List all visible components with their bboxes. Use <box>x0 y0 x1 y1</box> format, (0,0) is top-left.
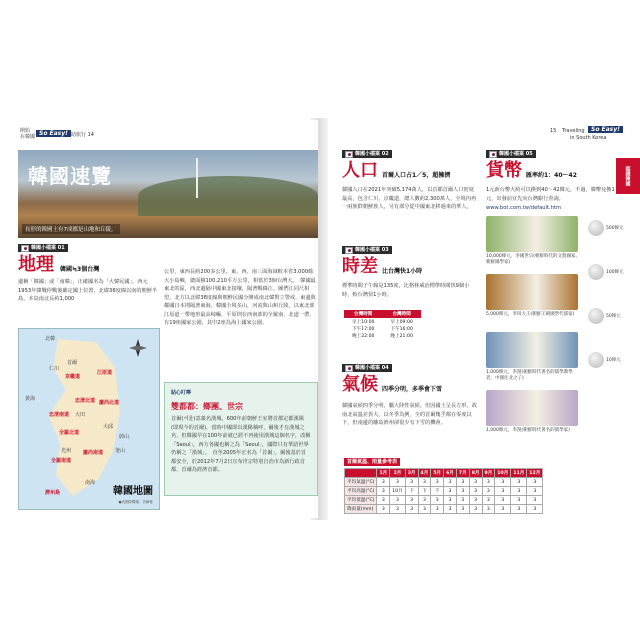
tip03-heading: 時差 <box>342 256 378 277</box>
tip02-heading: 人口 <box>342 160 378 181</box>
map-label-busan: 釜山 <box>115 448 126 454</box>
map-label-daejeon: 大田 <box>75 412 86 418</box>
climate-month-header: 2月 <box>390 469 405 478</box>
climate-cell: 3 <box>527 478 543 487</box>
tip-box-lead: 貼心叮嚀 <box>171 390 192 396</box>
tip-box-title: 雙都都：鄉團、世宗 <box>171 402 243 411</box>
korea-flag-icon <box>489 151 497 158</box>
climate-cell: 10月 <box>390 487 405 496</box>
map-label-chungnam: 忠清南道 <box>49 412 70 418</box>
climate-cell: 下 <box>418 487 431 496</box>
climate-cell: 3 <box>405 496 418 505</box>
climate-cell: 3 <box>377 478 390 487</box>
time-cell: 下午17:00 <box>352 326 375 332</box>
tip-box <box>164 382 318 496</box>
map-label-yellow-sea: 黃海 <box>25 396 36 402</box>
tip-box-body: 首爾(서울)意義名漢城，600年前朝鮮王室將首都定都漢陽(即現今的首爾)，當時中國即以漢陽稱呼，爾後才有漢城之名，但韓國早在100年前就已經不再使用漢城這個名字，改稱「Seoul」，西方各國也稱之為「Seoul」，國際只有華語世界仍稱之「漢城」。 直至2005年正名為「首爾」，爾後基於首都安全，於2012年7月2日宣布世宗特別自治市為新行政首都，首爾為經濟首都。 <box>171 416 311 473</box>
climate-cell: 3 <box>527 496 543 505</box>
tip04-subheading: 四季分明，多季會下雪 <box>382 386 443 393</box>
climate-cell: 3 <box>418 496 431 505</box>
tip05-text: 1元新台幣大約可以換到40～42韓元，不過，韓幣兌換1元，出發前宜先向台灣銀行查詢。 <box>486 187 615 202</box>
map-label-jeju: 濟州島 <box>45 490 61 496</box>
tip05-label: 韓國小檔案 05 <box>486 150 536 158</box>
climate-month-header: 6月 <box>444 469 457 478</box>
climate-cell: 3 <box>495 496 511 505</box>
banknote-image <box>486 390 578 426</box>
coin-image <box>588 220 604 236</box>
climate-cell: 下 <box>431 487 444 496</box>
korea-flag-icon <box>345 365 353 372</box>
header-start: 開始 <box>20 128 31 134</box>
climate-month-header: 12月 <box>527 469 543 478</box>
banknote-caption: 1,000韓元，李滉(朝鮮時代著名的儒學家) <box>486 428 570 433</box>
banknote-image <box>486 216 578 252</box>
tip04-text: 韓國氣候四季分明，屬大陸性氣候，但因國土呈長方形，故南北氣溫差異大，以冬季為例，全的首爾幾乎都在零度以下，但南邊的離島濟州卻很少有下雪的機會。 <box>342 403 477 426</box>
map-title: 韓國地圖 <box>113 486 153 497</box>
climate-cell: 3 <box>495 478 511 487</box>
climate-month-header: 5月 <box>431 469 444 478</box>
climate-month-header: 11月 <box>511 469 527 478</box>
climate-row-label: 平均氣溫(°C) <box>345 478 377 487</box>
climate-cell: 3 <box>390 478 405 487</box>
time-table <box>344 310 421 339</box>
header-page-num: 15 <box>550 128 557 134</box>
tip04-heading: 氣候 <box>342 374 378 395</box>
climate-cell: 3 <box>511 505 527 514</box>
banknote-caption: 1,000韓元，李滉(朝鮮時代著名的儒學教學者，中國往北之子) <box>486 370 573 381</box>
map-label-jeonbuk: 全羅北道 <box>59 430 80 436</box>
climate-month-header: 8月 <box>469 469 482 478</box>
header-in-korea: 在韓國 <box>20 134 36 140</box>
coin-image <box>588 308 604 324</box>
tip03-label: 韓國小檔案 03 <box>342 246 392 254</box>
coin-caption: 50韓元 <box>606 314 621 319</box>
climate-row-label: 降雨量(mm) <box>345 505 377 514</box>
map-label-gyeongnam: 慶尚南道 <box>83 450 104 456</box>
climate-cell: 3 <box>444 496 457 505</box>
climate-corner <box>345 469 377 478</box>
hero-tower <box>196 158 198 198</box>
coin-image <box>588 352 604 368</box>
climate-cell: 3 <box>377 487 390 496</box>
banknote-caption: 5,000韓元，李珥大王(朝鮮王朝國學代儒家) <box>486 312 575 317</box>
climate-cell: 3 <box>469 496 482 505</box>
time-cell: 晚上21:00 <box>390 333 413 339</box>
korea-flag-icon <box>345 151 353 158</box>
compass-icon <box>129 339 147 357</box>
korea-flag-icon <box>21 245 29 252</box>
climate-cell: 3 <box>482 478 495 487</box>
coin-caption: 10韓元 <box>606 358 621 363</box>
hero-photo <box>18 150 318 238</box>
map-label-north-korea: 北韓 <box>45 336 56 342</box>
map-label-gyeonggi: 京畿道 <box>65 374 81 380</box>
header-easy-logo: So Easy! <box>36 130 71 137</box>
time-header-korea: 台灣時間 <box>382 310 420 318</box>
climate-month-header: 9月 <box>482 469 495 478</box>
map-label-gangwon: 江原道 <box>97 370 113 376</box>
banknote-image <box>486 274 578 310</box>
time-cell: 早上10:00 <box>352 319 375 325</box>
climate-cell: 3 <box>444 505 457 514</box>
climate-cell: 3 <box>482 487 495 496</box>
map-label-seoul: 首爾 <box>67 360 78 366</box>
climate-month-header: 10月 <box>495 469 511 478</box>
map-landmass <box>39 339 134 499</box>
climate-cell: 3 <box>390 496 405 505</box>
header-series: 自助旅行 14 <box>66 132 94 138</box>
header-traveling: Traveling <box>562 128 585 134</box>
hero-hill <box>138 176 318 216</box>
map-label-gyeongbuk: 慶尚北道 <box>99 400 120 406</box>
climate-cell: 3 <box>405 505 418 514</box>
tip01-text-right: 公里，東西長約200多公里。東、西、南三面海域較本省3,000餘大小島嶼，總面積100,210平方公里，相當於3個台灣大。 韓國最東北的區，西北邊隔中國東北接壤，隔著鴨綠江、圖們江同尺相望，北方以北緯38度線與朝鮮民國分開成南北韓對立警戒，東邊與鄰國日本則隔著東海，韓國全境多山，河流與山和丘陵，以東北部江原道一帶地形最高崎嶇，平原則在西南部的全羅南、北道一帶，有19座國家公園，其中2座為海上國家公園。 <box>164 269 316 326</box>
climate-cell: 3 <box>469 478 482 487</box>
climate-cell: 3 <box>431 496 444 505</box>
time-cell: 早上09:00 <box>390 319 413 325</box>
climate-cell: 3 <box>405 478 418 487</box>
climate-cell: 3 <box>456 496 469 505</box>
banknote-caption: 10,000韓元，李國世宗(朝鮮時代的文賢國家，朝鮮國學家) <box>486 254 580 265</box>
climate-month-header: 4月 <box>418 469 431 478</box>
time-cell: 下午16:00 <box>390 326 413 332</box>
header-in-korea: in South Korea <box>570 135 607 141</box>
tip01-text-left: 邊稱「韓國」或「南韓」，正確國名為「大韓民國」。西元1953年韓戰停戰後確定國土位置，北緯38度線以南的朝鮮半島，本島南北長約1,000 <box>18 279 158 302</box>
climate-cell: 3 <box>431 505 444 514</box>
tip03-subheading: 比台灣快1小時 <box>382 268 423 275</box>
korea-flag-icon <box>345 247 353 254</box>
banknotes-panel <box>486 216 582 456</box>
map-label-daegu: 大邱 <box>103 424 114 430</box>
left-header <box>20 128 35 140</box>
climate-cell: 3 <box>456 505 469 514</box>
climate-cell: 3 <box>511 496 527 505</box>
climate-cell: 3 <box>377 496 390 505</box>
climate-month-header: 1月 <box>377 469 390 478</box>
climate-month-header: 7月 <box>456 469 469 478</box>
tip02-subheading: 首爾人口占1／5，超擁擠 <box>382 172 451 179</box>
tip05-subheading: 匯率約1：40～42 <box>526 172 577 179</box>
coin-caption: 100韓元 <box>606 270 624 275</box>
time-cell: 晚上22:00 <box>352 333 375 339</box>
map-label-south-sea: 南海 <box>85 480 96 486</box>
map-label-incheon: 仁川 <box>49 366 60 372</box>
climate-cell: 3 <box>495 487 511 496</box>
banknote-image <box>486 332 578 368</box>
korea-map <box>18 328 160 510</box>
left-page <box>18 120 318 518</box>
climate-cell: 3 <box>495 505 511 514</box>
map-label-jeonnam: 全羅南道 <box>51 458 72 464</box>
tip01-subheading: 韓國≒3個台灣 <box>60 266 100 273</box>
climate-table <box>344 468 543 514</box>
climate-table-title: 首爾氣溫、雨量參考表 <box>344 458 400 466</box>
map-label-chungbuk: 忠清北道 <box>75 398 96 404</box>
coin-image <box>588 264 604 280</box>
right-page <box>330 120 630 518</box>
climate-cell: 3 <box>444 478 457 487</box>
map-note: ●表國際機場：首爾都 <box>118 500 153 504</box>
hero-caption: 長形的韓國土有7成都是山地和丘陵。 <box>22 224 120 234</box>
climate-cell: 3 <box>469 505 482 514</box>
side-tab[interactable]: 認識韓國 <box>616 158 640 194</box>
climate-month-header: 3月 <box>405 469 418 478</box>
climate-cell: 3 <box>482 496 495 505</box>
coins-panel <box>586 216 626 456</box>
header-easy-logo-right: So Easy! <box>588 126 623 133</box>
tip05-heading: 貨幣 <box>486 160 522 181</box>
climate-cell: 3 <box>469 487 482 496</box>
climate-cell: 下 <box>405 487 418 496</box>
climate-cell: 3 <box>431 478 444 487</box>
tip04-label: 韓國小檔案 04 <box>342 364 392 372</box>
map-label-ulsan: 蔚山 <box>119 434 130 440</box>
coin-caption: 500韓元 <box>606 226 624 231</box>
climate-cell: 3 <box>456 478 469 487</box>
tip02-label: 韓國小檔案 02 <box>342 150 392 158</box>
climate-cell: 3 <box>390 505 405 514</box>
climate-cell: 3 <box>527 487 543 496</box>
time-header-taiwan: 台灣時間 <box>344 310 382 318</box>
climate-cell: 3 <box>418 505 431 514</box>
tip02-text: 韓國人口在2021年突破5,174萬人，以首都首爾人口密度最高，包含仁川、京畿道，總人數約2,300萬人，全境內再一兩族群朝鮮族人，另有部分從中國東北移過來的華人。 <box>342 187 477 210</box>
map-label-gwangju: 光州 <box>61 448 72 454</box>
climate-row-label: 平均低溫(°C) <box>345 496 377 505</box>
tip03-text: 標準時間子午線是135度，比格林威治標準時間快9個小時，較台灣快1小時。 <box>342 283 470 298</box>
tip01-label: 韓國小檔案 01 <box>18 244 68 252</box>
tip05-url[interactable]: www.bot.com.tw/default.htm <box>486 205 562 211</box>
climate-cell: 3 <box>482 505 495 514</box>
tip01-heading: 地理 <box>18 254 54 275</box>
page-title: 韓國速覽 <box>28 164 112 188</box>
climate-cell: 3 <box>527 505 543 514</box>
climate-cell: 3 <box>418 478 431 487</box>
climate-cell: 3 <box>456 487 469 496</box>
climate-row-label: 平均高溫(°C) <box>345 487 377 496</box>
climate-cell: 3 <box>511 478 527 487</box>
climate-cell: 3 <box>377 505 390 514</box>
climate-cell: 3 <box>444 487 457 496</box>
climate-cell: 3 <box>511 487 527 496</box>
